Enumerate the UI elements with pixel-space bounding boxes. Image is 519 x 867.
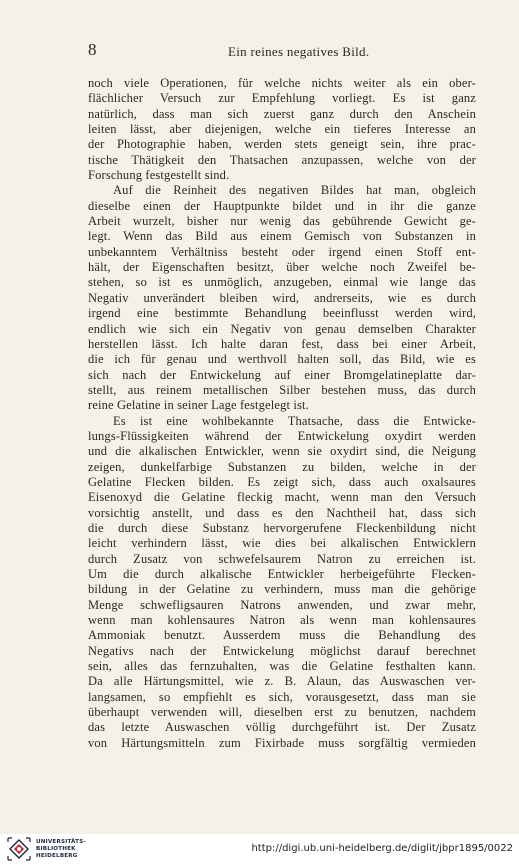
text-line: wenn man kohlensaures Natron als wenn man kohlensaures bbox=[88, 613, 476, 628]
text-line: tische Thätigkeit den Thatsachen anzupassen, welche von der bbox=[88, 152, 476, 167]
text-line: Es ist eine wohlbekannte Thatsache, dass die Entwicke- bbox=[113, 413, 476, 428]
text-line: die durch diese Substanz hervorgerufene Fleckenbildung nicht bbox=[88, 520, 476, 535]
body-text bbox=[88, 76, 476, 751]
text-line: vorsichtig anstellt, und dass es den Nachtheil hat, dass sich bbox=[88, 505, 476, 520]
text-line: herstellen lässt. Ich halte daran fest, dass bei einer Arbeit, bbox=[88, 336, 476, 351]
text-line: von Härtungsmitteln zum Fixirbade muss sorgfältig vermieden bbox=[88, 735, 476, 750]
text-line: Gelatine Flecken bilden. Es zeigt sich, dass auch oxalsaures bbox=[88, 474, 476, 489]
text-line: flächlicher Versuch zur Empfehlung vorliegt. Es ist ganz bbox=[88, 91, 476, 106]
text-line: Menge schwefligsauren Natrons anwenden, und zwar mehr, bbox=[88, 597, 476, 612]
text-line: Da alle Härtungsmittel, wie z. B. Alaun, das Auswaschen ver- bbox=[88, 674, 476, 689]
library-logo-text bbox=[36, 839, 86, 860]
page-number: 8 bbox=[88, 40, 97, 59]
text-line: langsamen, so empfiehlt es sich, vorausgesetzt, dass man sie bbox=[88, 689, 476, 704]
text-line: irgend eine bestimmte Behandlung beeinflusst werden wird, bbox=[88, 306, 476, 321]
text-line: das letzte Auswaschen völlig durchgeführt ist. Der Zusatz bbox=[88, 720, 476, 735]
text-line: und die alkalischen Entwickler, wenn sie oxydirt sind, die Neigung bbox=[88, 444, 476, 459]
text-line: Eisenoxyd die Gelatine fleckig macht, wenn man den Versuch bbox=[88, 490, 476, 505]
text-line: die ich für genau und werthvoll halten soll, das Bild, wie es bbox=[88, 352, 476, 367]
text-line: dieselbe einen der Hauptpunkte bildet und in ihr die ganze bbox=[88, 198, 476, 213]
text-line: natürlich, dass man sich zuerst ganz durch den Anschein bbox=[88, 106, 476, 121]
text-line: noch viele Operationen, für welche nichts weiter als ein ober- bbox=[88, 76, 476, 90]
running-title: Ein reines negatives Bild. bbox=[228, 44, 370, 59]
text-line: Negativs nach der Entwickelung möglichst darauf berechnet bbox=[88, 643, 476, 658]
text-line: Um die durch alkalische Entwickler herbeigeführte Flecken- bbox=[88, 567, 476, 581]
university-seal-icon bbox=[6, 836, 32, 862]
text-line: Arbeit wurzelt, bisher nur wenig das gebührende Gewicht ge- bbox=[88, 214, 476, 229]
text-line: endlich wie sich ein Negativ von genau demselben Charakter bbox=[88, 321, 476, 336]
text-line: Ammoniak benutzt. Ausserdem muss die Behandlung des bbox=[88, 628, 476, 643]
text-line: stellt, aus reinem metallischen Silber bestehen muss, das durch bbox=[88, 382, 476, 397]
text-line: sich nach der Entwickelung auf einer Bromgelatineplatte dar- bbox=[88, 367, 476, 382]
text-line: leiten lässt, aber diejenigen, welche ein tieferes Interesse an bbox=[88, 122, 476, 137]
footer-bar bbox=[0, 834, 519, 867]
text-line: reine Gelatine in seiner Lage festgelegt ist. bbox=[88, 398, 309, 413]
permalink-url[interactable]: http://digi.ub.uni-heidelberg.de/diglit/jbpr1895/0022 bbox=[251, 843, 513, 854]
text-line: Negativ unverändert bleiben wird, andrerseits, wie es durch bbox=[88, 290, 476, 305]
text-line: Forschung festgestellt sind. bbox=[88, 168, 230, 183]
logo-line: HEIDELBERG bbox=[36, 853, 78, 859]
text-line: Auf die Reinheit des negativen Bildes hat man, obgleich bbox=[113, 183, 476, 198]
page-header bbox=[88, 40, 476, 64]
text-line: stehen, so ist es unmöglich, anzugeben, einmal wie lange das bbox=[88, 275, 476, 290]
logo-line: UNIVERSITÄTS- bbox=[36, 839, 86, 845]
text-line: lungs-Flüssigkeiten während der Entwickelung oxydirt werden bbox=[88, 428, 476, 443]
text-line: leicht verhindern lässt, wie dies bei alkalischen Entwicklern bbox=[88, 536, 476, 551]
text-line: legt. Wenn das Bild aus einem Gemisch von Substanzen in bbox=[88, 229, 476, 244]
text-line: durch Zusatz von schwefelsaurem Natron zu erreichen ist. bbox=[88, 551, 476, 566]
text-line: bildung in der Gelatine zu verhindern, muss man die gehörige bbox=[88, 582, 476, 597]
logo-line: BIBLIOTHEK bbox=[36, 846, 76, 852]
text-line: zeigen, dunkelfarbige Substanzen zu bilden, welche in der bbox=[88, 459, 476, 474]
text-line: hält, der Eigenschaften besitzt, über welche noch Zweifel be- bbox=[88, 260, 476, 275]
text-line: sein, alles das fernzuhalten, was die Gelatine festhalten kann. bbox=[88, 659, 476, 674]
text-line: überhaupt verwenden will, dieselben erst zu benutzen, nachdem bbox=[88, 705, 476, 720]
text-line: unbekanntem Verhältniss besteht oder irgend einen Stoff ent- bbox=[88, 244, 476, 259]
text-line: der Photographie haben, werden stets geneigt sein, ihre prac- bbox=[88, 137, 476, 152]
